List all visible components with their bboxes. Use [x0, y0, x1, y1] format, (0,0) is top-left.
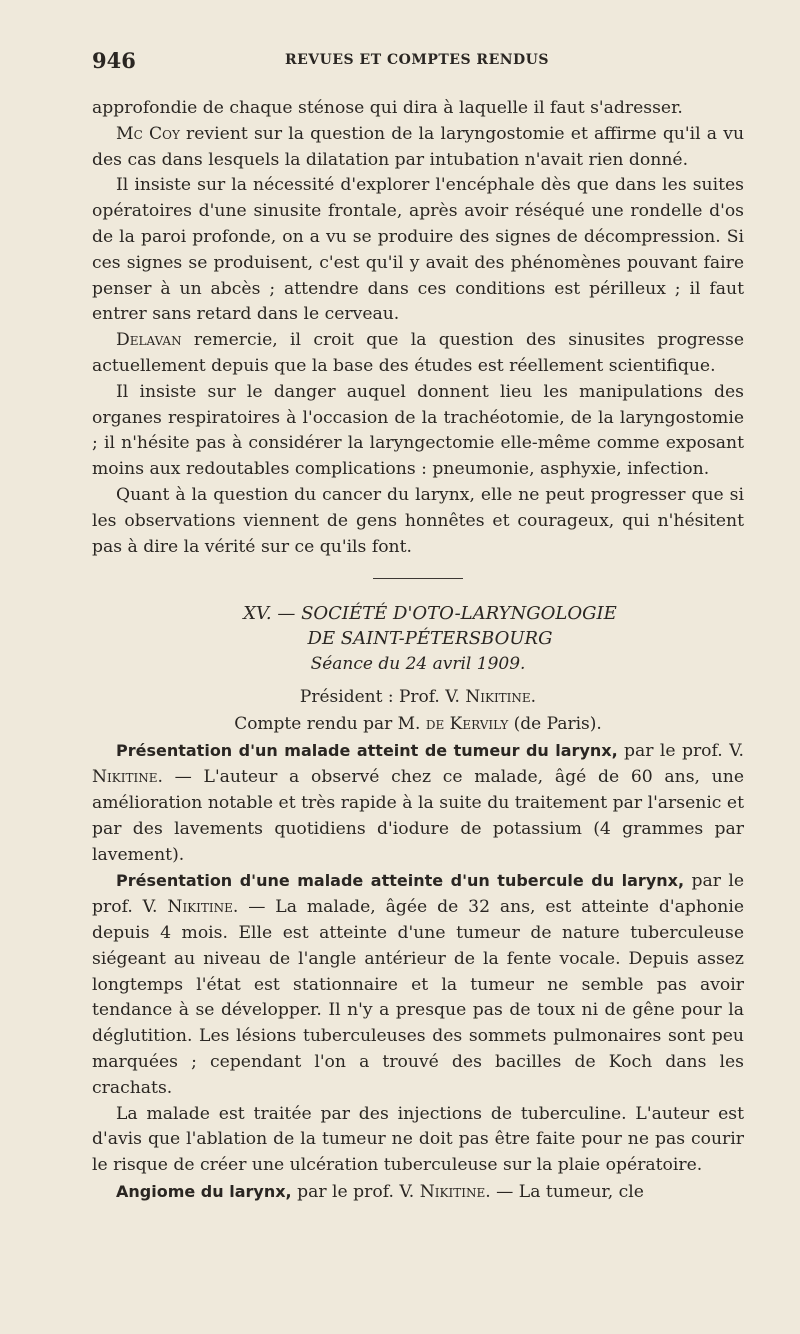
report-entry: Présentation d'un malade atteint de tumeur du larynx, par le prof. V. Nikitine. — L'auteur a observé chez ce malade, âgé de 60 ans, une amélioration notable et très rapide à la suite du traitement par l'arsenic et par des lavements quotidiens d'iodure de potassium (4 grammes par lavement).	[92, 741, 744, 865]
paragraph: approfondie de chaque sténose qui dira à laquelle il faut s'adresser.	[92, 98, 683, 118]
author-name: Nikitine.	[167, 897, 239, 918]
entry-text: — La malade, âgée de 32 ans, est atteinte d'aphonie depuis 4 mois. Elle est atteinte d'une tumeur de nature tuberculeuse siégeant au niveau de l'angle antérieur de la fente vocale. Depuis assez longtemps l'état est stationnaire et la tumeur ne semble pas avoir tendance à se développer. Il n'y a presque pas de toux ni de gêne pour la déglutition. Les lésions tuberculeuses des sommets pulmonaires sont peu marquées ; cependant l'on a trouvé des bacilles de Koch dans les crachats.	[92, 897, 745, 1098]
speaker-name: Mc Coy	[116, 123, 180, 144]
session-date: Séance du 24 avril 1909.	[310, 654, 526, 675]
paragraph: Il insiste sur le danger auquel donnent lieu les manipulations des organes respiratoires à l'occasion de la trachéotomie, de la laryngostomie ; il n'hésite pas à considérer la laryngectomie elle-même comme exposant moins aux redoutables complications : pneumonie, asphyxie, infection.	[92, 381, 744, 480]
paragraph	[92, 122, 744, 174]
paragraph-text: revient sur la question de la laryngostomie et affirme qu'il a vu des cas dans lesquels la dilatation par intubation n'avait rien donné.	[92, 123, 745, 170]
paragraph	[92, 328, 744, 380]
section-subtitle: DE SAINT-PÉTERSBOURG	[307, 628, 553, 650]
speaker-name: Delavan	[116, 330, 182, 351]
running-head: REVUES ET COMPTES RENDUS	[285, 52, 549, 68]
page-header	[92, 48, 742, 72]
entry-title: Angiome du larynx,	[116, 1181, 292, 1201]
entry-title: Présentation d'un malade atteint de tumeur du larynx,	[116, 741, 618, 761]
section-title: XV. — SOCIÉTÉ D'OTO-LARYNGOLOGIE	[243, 603, 617, 625]
paragraph-text: remercie, il croit que la question des sinusites progresse actuellement depuis que la base des études est réellement scientifique.	[92, 330, 744, 376]
reporter-line: Compte rendu par M. de Kervily (de Paris).	[234, 714, 602, 735]
page-body	[92, 96, 744, 1206]
entry-title: Présentation d'une malade atteinte d'un tubercule du larynx,	[116, 871, 685, 891]
reporter-name: de Kervily	[425, 714, 509, 735]
report-entry: Présentation d'une malade atteinte d'un tubercule du larynx, par le prof. V. Nikitine. — La malade, âgée de 32 ans, est atteinte d'aphonie depuis 4 mois. Elle est atteinte d'une tumeur de nature tuberculeuse siégeant au niveau de l'angle antérieur de la fente vocale. Depuis assez longtemps l'état est stationnaire et la tumeur ne semble pas avoir tendance à se développer. Il n'y a presque pas de toux ni de gêne pour la déglutition. Les lésions tuberculeuses des sommets pulmonaires sont peu marquées ; cependant l'on a trouvé des bacilles de Koch dans les crachats.	[92, 871, 745, 1098]
entry-text: — L'auteur a observé chez ce malade, âgé de 60 ans, une amélioration notable et très rapide à la suite du traitement par l'arsenic et par des lavements quotidiens d'iodure de potassium (4 grammes par lavement).	[92, 767, 744, 865]
section-divider	[373, 578, 463, 579]
paragraph: Quant à la question du cancer du larynx, elle ne peut progresser que si les observations viennent de gens honnêtes et courageux, qui n'hésitent pas à dire la vérité sur ce qu'ils font.	[92, 484, 744, 557]
paragraph: Il insiste sur la nécessité d'explorer l'encéphale dès que dans les suites opératoires d'une sinusite frontale, après avoir réséqué une rondelle d'os de la paroi profonde, on a vu se produire des signes de décompression. Si ces signes se produisent, c'est qu'il y avait des phénomènes pouvant faire penser à un abcès ; attendre dans ces conditions est périlleux ; il faut entrer sans retard dans le cerveau.	[92, 175, 744, 325]
entry-text: — La tumeur, cle	[490, 1181, 644, 1202]
author-name: Nikitine.	[419, 1181, 491, 1202]
president-name: Nikitine.	[465, 687, 537, 708]
page-number: 946	[92, 48, 136, 73]
report-entry: Angiome du larynx, par le prof. V. Nikitine. — La tumeur, cle	[116, 1181, 644, 1202]
president-line: Président : Prof. V. Nikitine.	[299, 687, 537, 708]
paragraph: La malade est traitée par des injections de tuberculine. L'auteur est d'avis que l'ablation de la tumeur ne doit pas être faite pour ne pas courir le risque de créer une ulcération tuberculeuse sur la plaie opératoire.	[92, 1103, 744, 1176]
author-name: Nikitine.	[92, 767, 163, 788]
